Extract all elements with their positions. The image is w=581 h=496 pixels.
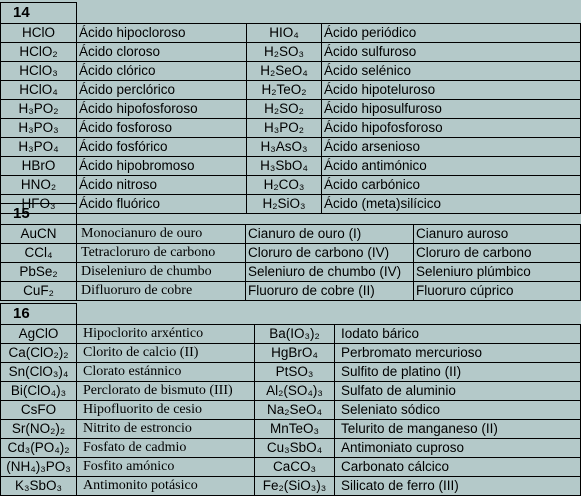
header-spacer xyxy=(77,204,581,225)
name-cell: Ácido hipocloroso xyxy=(77,24,247,43)
formula-cell: Cu₃SbO₄ xyxy=(255,439,335,458)
formula-cell: H₃AsO₃ xyxy=(247,138,322,157)
section-title: 14 xyxy=(1,3,77,24)
name-cell: Antimonito potásico xyxy=(77,477,255,496)
formula-cell: H₃SbO₄ xyxy=(247,157,322,176)
name-cell: Ácido hipofosforoso xyxy=(322,119,581,138)
formula-cell: HNO₂ xyxy=(1,176,77,195)
formula-cell: H₃PO₂ xyxy=(1,100,77,119)
formula-cell: CaCO₃ xyxy=(255,458,335,477)
name-cell: Hipoclorito arxéntico xyxy=(77,325,255,344)
table-row xyxy=(1,458,581,477)
formula-cell: HFO₃ xyxy=(1,195,77,214)
header-spacer xyxy=(77,304,581,325)
formula-cell: Na₂SeO₄ xyxy=(255,401,335,420)
formula-cell: Bi(ClO₄)₃ xyxy=(1,382,77,401)
table-row xyxy=(1,157,581,176)
table-row xyxy=(1,176,581,195)
table-row xyxy=(1,138,581,157)
systematic-name-cell: Monocianuro de ouro xyxy=(77,225,246,244)
name-cell: Ácido nitroso xyxy=(77,176,247,195)
table-row xyxy=(1,325,581,344)
traditional-name-cell: Fluoruro cúprico xyxy=(414,282,581,301)
formula-cell: PtSO₃ xyxy=(255,363,335,382)
formula-cell: Ca(ClO₂)₂ xyxy=(1,344,77,363)
formula-cell: H₂SO₃ xyxy=(247,43,322,62)
name-cell: Seleniato sódico xyxy=(335,401,581,420)
systematic-name-cell: Diseleniuro de chumbo xyxy=(77,263,246,282)
formula-cell: H₂SiO₃ xyxy=(247,195,322,214)
formula-cell: HClO₃ xyxy=(1,62,77,81)
name-cell: Ácido fosforoso xyxy=(77,119,247,138)
table-row xyxy=(1,24,581,43)
name-cell: Carbonato cálcico xyxy=(335,458,581,477)
name-cell: Silicato de ferro (III) xyxy=(335,477,581,496)
formula-cell: H₂TeO₂ xyxy=(247,81,322,100)
table-row xyxy=(1,263,581,282)
section-16-table xyxy=(0,303,581,496)
name-cell: Ácido carbónico xyxy=(322,176,581,195)
traditional-name-cell: Seleniuro plúmbico xyxy=(414,263,581,282)
name-cell: Antimoniato cuproso xyxy=(335,439,581,458)
name-cell: Ácido selénico xyxy=(322,62,581,81)
table-row xyxy=(1,244,581,263)
formula-cell: H₃PO₃ xyxy=(1,119,77,138)
table-row xyxy=(1,382,581,401)
formula-cell: H₃PO₄ xyxy=(1,138,77,157)
systematic-name-cell: Difluoruro de cobre xyxy=(77,282,246,301)
formula-cell: MnTeO₃ xyxy=(255,420,335,439)
table-row xyxy=(1,282,581,301)
name-cell: Ácido sulfuroso xyxy=(322,43,581,62)
name-cell: Ácido periódico xyxy=(322,24,581,43)
table-row xyxy=(1,401,581,420)
name-cell: Ácido perclórico xyxy=(77,81,247,100)
table-row xyxy=(1,439,581,458)
name-cell: Fosfato de cadmio xyxy=(77,439,255,458)
traditional-name-cell: Cloruro de carbono xyxy=(414,244,581,263)
name-cell: Hipofluorito de cesio xyxy=(77,401,255,420)
name-cell: Iodato bárico xyxy=(335,325,581,344)
formula-cell: CCl₄ xyxy=(1,244,77,263)
formula-cell: CuF₂ xyxy=(1,282,77,301)
name-cell: Ácido antimónico xyxy=(322,157,581,176)
name-cell: Sulfato de aluminio xyxy=(335,382,581,401)
stock-name-cell: Fluoruro de cobre (II) xyxy=(246,282,414,301)
formula-cell: CsFO xyxy=(1,401,77,420)
formula-cell: HgBrO₄ xyxy=(255,344,335,363)
stock-name-cell: Cianuro de ouro (I) xyxy=(246,225,414,244)
table-row xyxy=(1,100,581,119)
section-14-table xyxy=(0,2,581,214)
systematic-name-cell: Tetracloruro de carbono xyxy=(77,244,246,263)
name-cell: Clorito de calcio (II) xyxy=(77,344,255,363)
section-title: 16 xyxy=(1,304,77,325)
formula-cell: Ba(IO₃)₂ xyxy=(255,325,335,344)
formula-cell: H₂SO₂ xyxy=(247,100,322,119)
section-title: 15 xyxy=(1,204,77,225)
name-cell: Sulfito de platino (II) xyxy=(335,363,581,382)
name-cell: Ácido clórico xyxy=(77,62,247,81)
formula-cell: HBrO xyxy=(1,157,77,176)
formula-cell: AuCN xyxy=(1,225,77,244)
name-cell: Ácido hipoteluroso xyxy=(322,81,581,100)
formula-cell: (NH₄)₃PO₃ xyxy=(1,458,77,477)
name-cell: Nitrito de estroncio xyxy=(77,420,255,439)
header-spacer xyxy=(77,3,581,24)
formula-cell: PbSe₂ xyxy=(1,263,77,282)
name-cell: Fosfito amónico xyxy=(77,458,255,477)
name-cell: Ácido cloroso xyxy=(77,43,247,62)
table-row xyxy=(1,344,581,363)
table-row xyxy=(1,420,581,439)
name-cell: Ácido arsenioso xyxy=(322,138,581,157)
formula-cell: HIO₄ xyxy=(247,24,322,43)
formula-cell: HClO₄ xyxy=(1,81,77,100)
name-cell: Ácido hipofosforoso xyxy=(77,100,247,119)
table-row xyxy=(1,119,581,138)
table-row xyxy=(1,225,581,244)
table-row xyxy=(1,81,581,100)
formula-cell: H₂CO₃ xyxy=(247,176,322,195)
name-cell: Ácido hiposulfuroso xyxy=(322,100,581,119)
table-row xyxy=(1,363,581,382)
section-15-table xyxy=(0,203,581,301)
formula-cell: H₃PO₂ xyxy=(247,119,322,138)
table-row xyxy=(1,62,581,81)
traditional-name-cell: Cianuro auroso xyxy=(414,225,581,244)
stock-name-cell: Cloruro de carbono (IV) xyxy=(246,244,414,263)
name-cell: Clorato estánnico xyxy=(77,363,255,382)
formula-cell: Sr(NO₂)₂ xyxy=(1,420,77,439)
formula-cell: Cd₃(PO₄)₂ xyxy=(1,439,77,458)
name-cell: Perbromato mercurioso xyxy=(335,344,581,363)
name-cell: Ácido fluórico xyxy=(77,195,247,214)
formula-cell: HClO xyxy=(1,24,77,43)
formula-cell: Fe₂(SiO₃)₃ xyxy=(255,477,335,496)
stock-name-cell: Seleniuro de chumbo (IV) xyxy=(246,263,414,282)
name-cell: Perclorato de bismuto (III) xyxy=(77,382,255,401)
name-cell: Ácido hipobromoso xyxy=(77,157,247,176)
table-row xyxy=(1,477,581,496)
formula-cell: AgClO xyxy=(1,325,77,344)
name-cell: Telurito de manganeso (II) xyxy=(335,420,581,439)
formula-cell: H₂SeO₄ xyxy=(247,62,322,81)
name-cell: Ácido fosfórico xyxy=(77,138,247,157)
formula-cell: HClO₂ xyxy=(1,43,77,62)
formula-cell: Sn(ClO₃)₄ xyxy=(1,363,77,382)
formula-cell: K₃SbO₃ xyxy=(1,477,77,496)
name-cell: Ácido (meta)silícico xyxy=(322,195,581,214)
table-row xyxy=(1,43,581,62)
formula-cell: Al₂(SO₄)₃ xyxy=(255,382,335,401)
